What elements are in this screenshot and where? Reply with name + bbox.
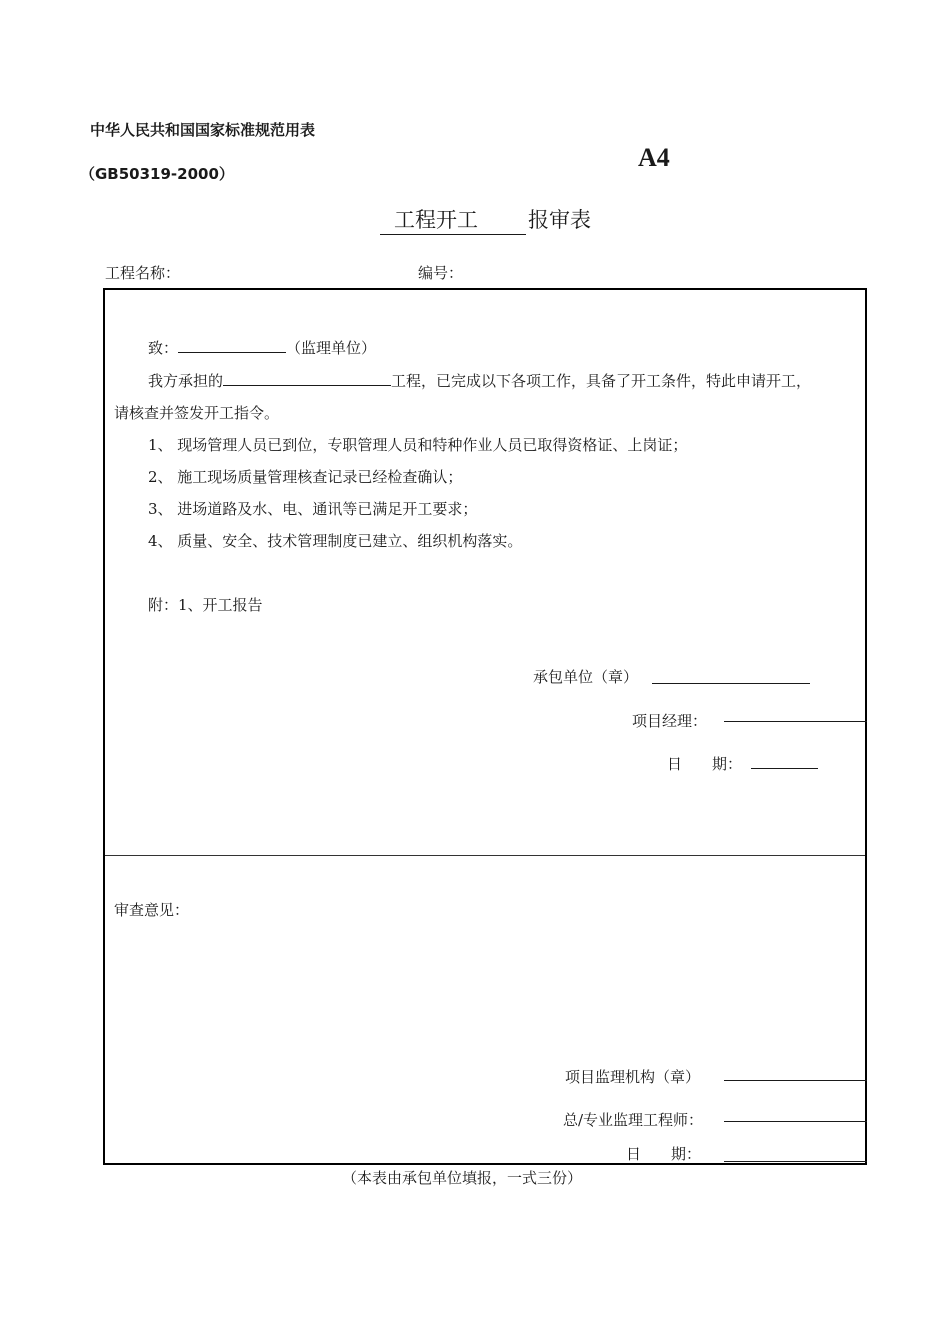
review-date-label: 日 期： [626, 1145, 702, 1163]
supervision-org-line[interactable] [724, 1080, 867, 1081]
list-item: 1、 现场管理人员已到位，专职管理人员和特种作业人员已取得资格证、上岗证； [148, 436, 688, 454]
list-item: 2、 施工现场质量管理核查记录已经检查确认； [148, 468, 463, 486]
engineer-signature-line[interactable] [724, 1121, 867, 1122]
review-opinion-label: 审查意见： [114, 901, 190, 919]
standard-code: （GB50319-2000） [80, 165, 234, 183]
supervisor-unit-field[interactable] [178, 338, 286, 353]
review-date-line[interactable] [724, 1161, 867, 1162]
intro-line2: 请核查并签发开工指令。 [114, 404, 280, 422]
manager-label: 项目经理： [632, 712, 708, 730]
contractor-signature-line[interactable] [652, 683, 810, 684]
manager-signature-line[interactable] [724, 721, 867, 722]
form-title [380, 204, 591, 235]
number-label: 编号： [418, 264, 464, 282]
attachment-label: 附：1、开工报告 [148, 596, 263, 614]
applicant-date-line[interactable] [751, 768, 818, 769]
form-code: A4 [638, 143, 670, 172]
form-title-suffix: 报审表 [528, 208, 591, 232]
engineer-label: 总/专业监理工程师： [563, 1111, 704, 1129]
to-line [148, 337, 376, 358]
section-divider [105, 855, 865, 856]
list-item: 4、 质量、安全、技术管理制度已建立、组织机构落实。 [148, 532, 523, 550]
project-name-label: 工程名称： [105, 264, 181, 282]
intro-suffix: 工程，已完成以下各项工作，具备了开工条件，特此申请开工， [391, 372, 812, 390]
standard-name: 中华人民共和国国家标准规范用表 [90, 121, 316, 139]
applicant-date-label: 日 期： [667, 755, 743, 773]
to-suffix: （监理单位） [286, 339, 377, 357]
supervision-org-label: 项目监理机构（章） [565, 1068, 701, 1086]
project-field[interactable] [223, 371, 391, 386]
contractor-label: 承包单位（章） [533, 668, 639, 686]
intro-line [148, 370, 811, 391]
list-item: 3、 进场道路及水、电、通讯等已满足开工要求； [148, 500, 478, 518]
to-label: 致： [148, 339, 179, 357]
intro-prefix: 我方承担的 [148, 372, 224, 390]
footer-note: （本表由承包单位填报，一式三份） [342, 1169, 583, 1187]
form-frame [103, 288, 867, 1165]
form-title-underlined: 工程开工 [380, 204, 526, 235]
